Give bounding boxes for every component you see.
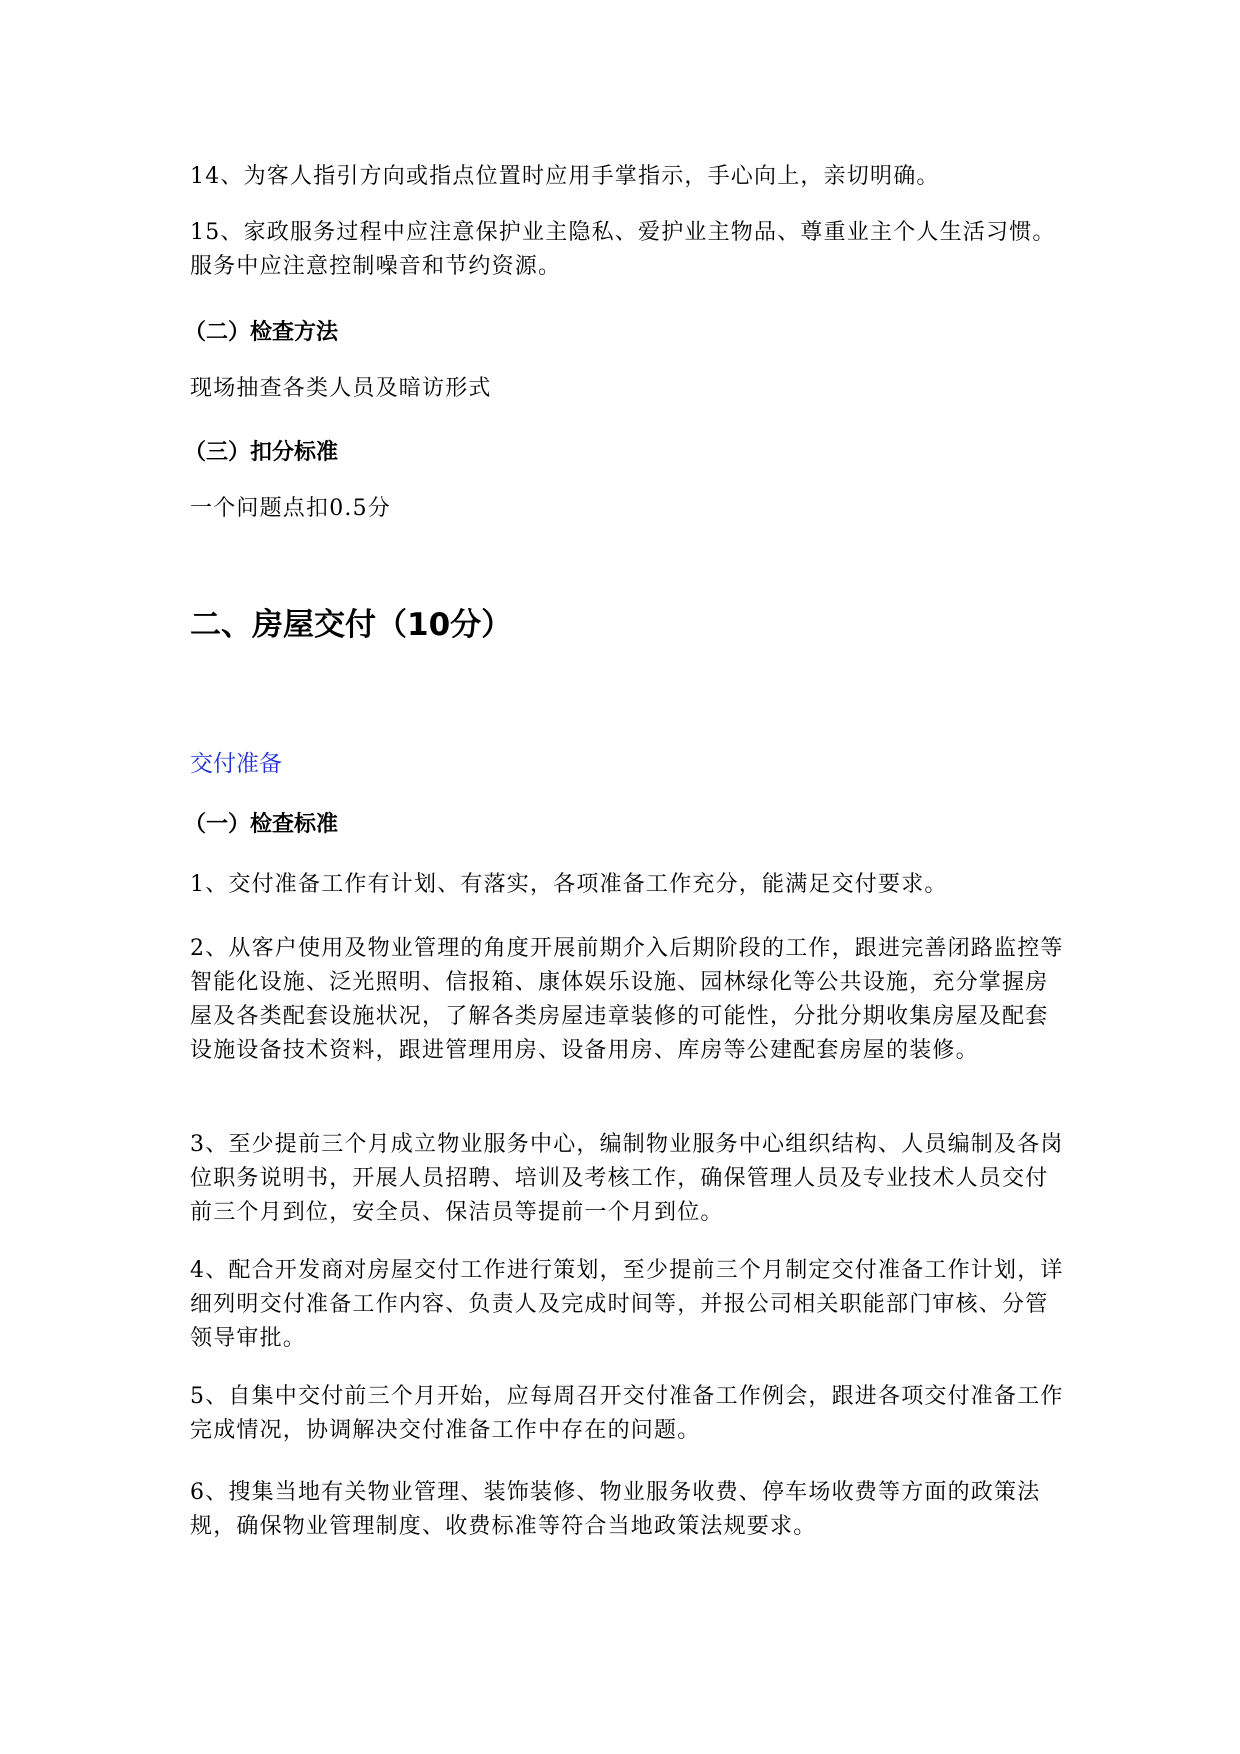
section-title: 二、房屋交付（10分）	[190, 607, 513, 643]
list-item: 2、从客户使用及物业管理的角度开展前期介入后期阶段的工作，跟进完善闭路监控等智能化设施、泛光照明、信报箱、康体娱乐设施、园林绿化等公共设施，充分掌握房屋及各类配套设施状况，了解各类房屋违章装修的可能性，分批分期收集房屋及配套设施设备技术资料，跟进管理用房、设备用房、库房等公建配套房屋的装修。	[190, 936, 1064, 1063]
list-item: 6、搜集当地有关物业管理、装饰装修、物业服务收费、停车场收费等方面的政策法规，确保物业管理制度、收费标准等符合当地政策法规要求。	[190, 1480, 1041, 1539]
subsection-link[interactable]: 交付准备	[190, 751, 282, 777]
deduct-heading: （三）扣分标准	[184, 440, 339, 465]
method-heading: （二）检查方法	[184, 320, 339, 345]
list-item: 1、交付准备工作有计划、有落实，各项准备工作充分，能满足交付要求。	[190, 872, 948, 897]
item-15: 15、家政服务过程中应注意保护业主隐私、爱护业主物品、尊重业主个人生活习惯。服务中应注意控制噪音和节约资源。	[190, 220, 1056, 279]
list-item: 3、至少提前三个月成立物业服务中心，编制物业服务中心组织结构、人员编制及各岗位职务说明书，开展人员招聘、培训及考核工作，确保管理人员及专业技术人员交付前三个月到位，安全员、保洁员等提前一个月到位。	[190, 1132, 1064, 1225]
item-14: 14、为客人指引方向或指点位置时应用手掌指示，手心向上，亲切明确。	[190, 164, 940, 189]
list-item: 5、自集中交付前三个月开始，应每周召开交付准备工作例会，跟进各项交付准备工作完成情况，协调解决交付准备工作中存在的问题。	[190, 1384, 1064, 1443]
deduct-text: 一个问题点扣0.5分	[190, 496, 391, 521]
standard-heading: （一）检查标准	[184, 812, 339, 837]
list-item: 4、配合开发商对房屋交付工作进行策划，至少提前三个月制定交付准备工作计划，详细列明交付准备工作内容、负责人及完成时间等，并报公司相关职能部门审核、分管领导审批。	[190, 1258, 1064, 1351]
method-text: 现场抽查各类人员及暗访形式	[190, 376, 492, 401]
